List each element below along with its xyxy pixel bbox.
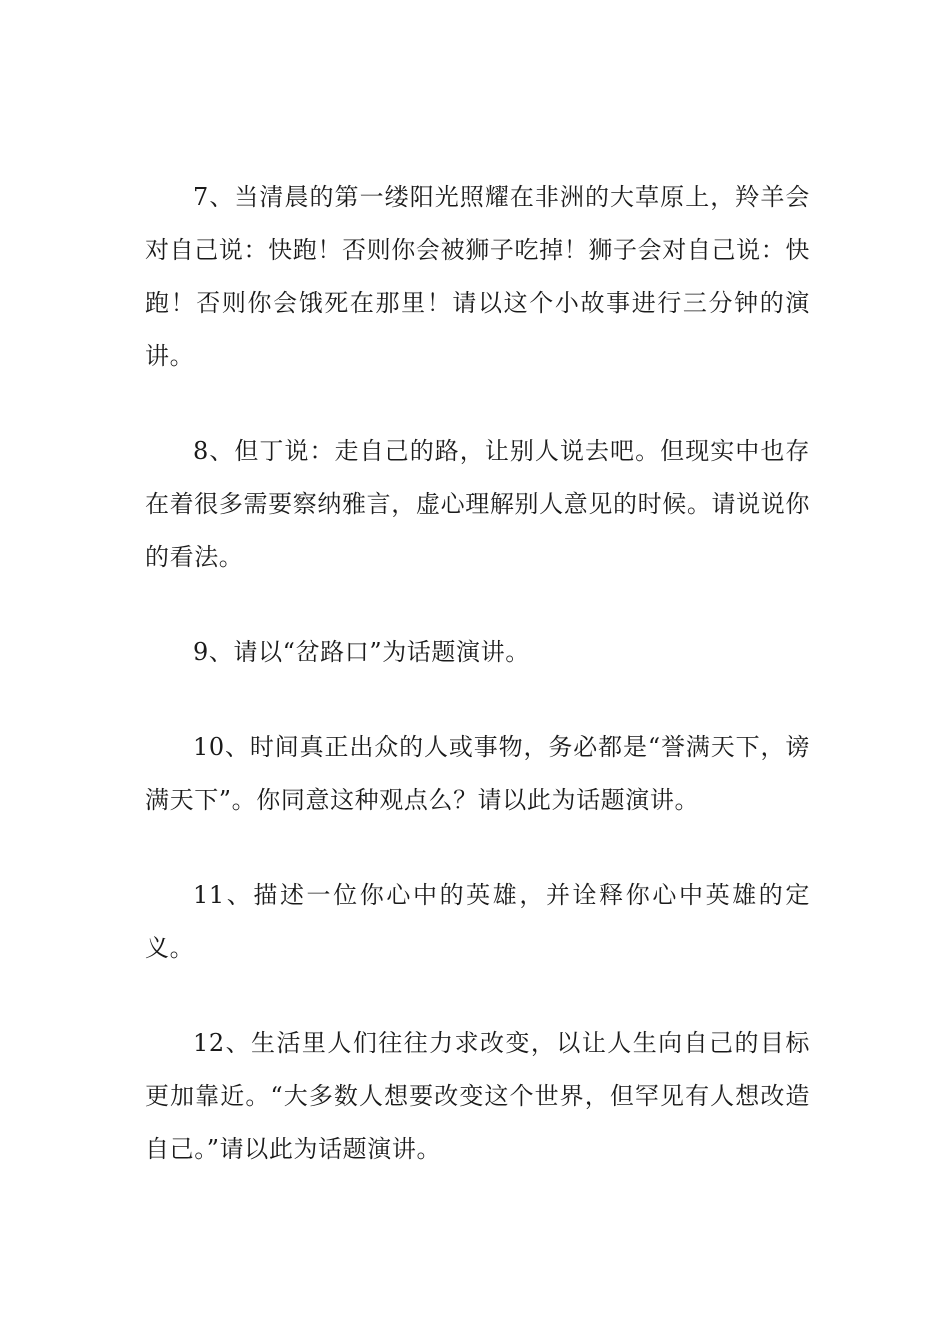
paragraph-9: 9、请以“岔路口”为话题演讲。 [193,638,530,666]
paragraph-10: 10、时间真正出众的人或事物，务必都是“誉满天下，谤满天下”。你同意这种观点么？请以此为话题演讲。 [145,733,810,814]
paragraph-12: 12、生活里人们往往力求改变，以让人生向自己的目标更加靠近。“大多数人想要改变这个世界，但罕见有人想改造自己。”请以此为话题演讲。 [145,1029,810,1163]
paragraph-11: 11、描述一位你心中的英雄，并诠释你心中英雄的定义。 [145,881,810,962]
paragraph-8: 8、但丁说：走自己的路，让别人说去吧。但现实中也存在着很多需要察纳雅言，虚心理解别人意见的时候。请说说你的看法。 [145,437,810,571]
document-body [145,171,810,1218]
paragraph-7: 7、当清晨的第一缕阳光照耀在非洲的大草原上，羚羊会对自己说：快跑！否则你会被狮子吃掉！狮子会对自己说：快跑！否则你会饿死在那里！请以这个小故事进行三分钟的演讲。 [145,183,810,370]
